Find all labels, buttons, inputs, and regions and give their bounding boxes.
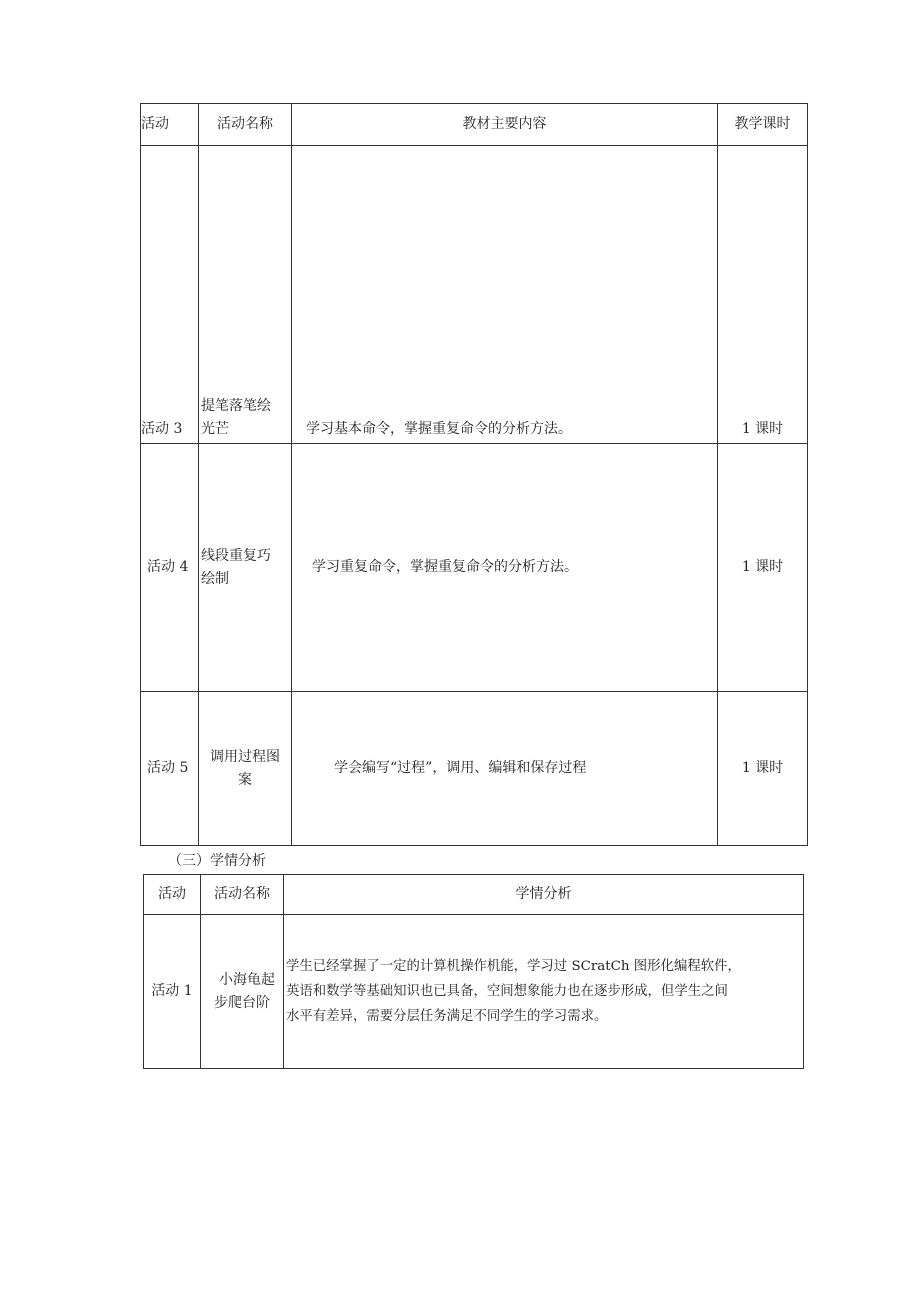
header-activity: 活动 [141, 104, 199, 146]
section-heading: （三）学情分析 [168, 853, 266, 869]
activity-name-line: 小海龟起 [219, 971, 275, 988]
activity-name-line: 调用过程图 [210, 748, 280, 765]
activity-name-line: 提笔落笔绘 [201, 398, 271, 414]
table-row [144, 915, 804, 1069]
activity-number: 活动 3 [141, 146, 199, 444]
analysis-line: 学生已经掌握了一定的计算机操作机能，学习过 SCratCh 图形化编程软件， [286, 959, 741, 974]
activity-name [201, 915, 284, 1069]
teaching-hours: 1 课时 [718, 444, 808, 692]
table-row [141, 146, 808, 444]
table-header-row [141, 104, 808, 146]
activity-name [199, 146, 292, 444]
activity-number: 活动 4 [141, 444, 199, 692]
learner-analysis-table [143, 874, 804, 1069]
header-activity-name: 活动名称 [201, 875, 284, 915]
activity-name-line: 光芒 [201, 421, 229, 437]
activity-name-line: 案 [238, 771, 252, 788]
header-activity-name: 活动名称 [199, 104, 292, 146]
learner-analysis-text [284, 915, 804, 1069]
header-teaching-hours: 教学课时 [718, 104, 808, 146]
activity-number: 活动 1 [144, 915, 201, 1069]
header-main-content: 教材主要内容 [292, 104, 718, 146]
main-content: 学会编写“过程”，调用、编辑和保存过程 [292, 692, 718, 846]
teaching-hours: 1 课时 [718, 146, 808, 444]
activity-name [199, 692, 292, 846]
activity-number: 活动 5 [141, 692, 199, 846]
table-header-row [144, 875, 804, 915]
main-content: 学习重复命令，掌握重复命令的分析方法。 [292, 444, 718, 692]
header-learner-analysis: 学情分析 [284, 875, 804, 915]
table-row [141, 444, 808, 692]
activity-name-line: 绘制 [201, 570, 229, 587]
table-row [141, 692, 808, 846]
teaching-content-table [140, 103, 808, 846]
teaching-hours: 1 课时 [718, 692, 808, 846]
header-activity: 活动 [144, 875, 201, 915]
analysis-line: 水平有差异，需要分层任务满足不同学生的学习需求。 [286, 1009, 608, 1024]
activity-name [199, 444, 292, 692]
main-content: 学习基本命令，掌握重复命令的分析方法。 [292, 146, 718, 444]
activity-name-line: 步爬台阶 [214, 994, 270, 1011]
analysis-line: 英语和数学等基础知识也已具备，空间想象能力也在逐步形成，但学生之间 [286, 984, 728, 999]
activity-name-line: 线段重复巧 [201, 547, 271, 564]
